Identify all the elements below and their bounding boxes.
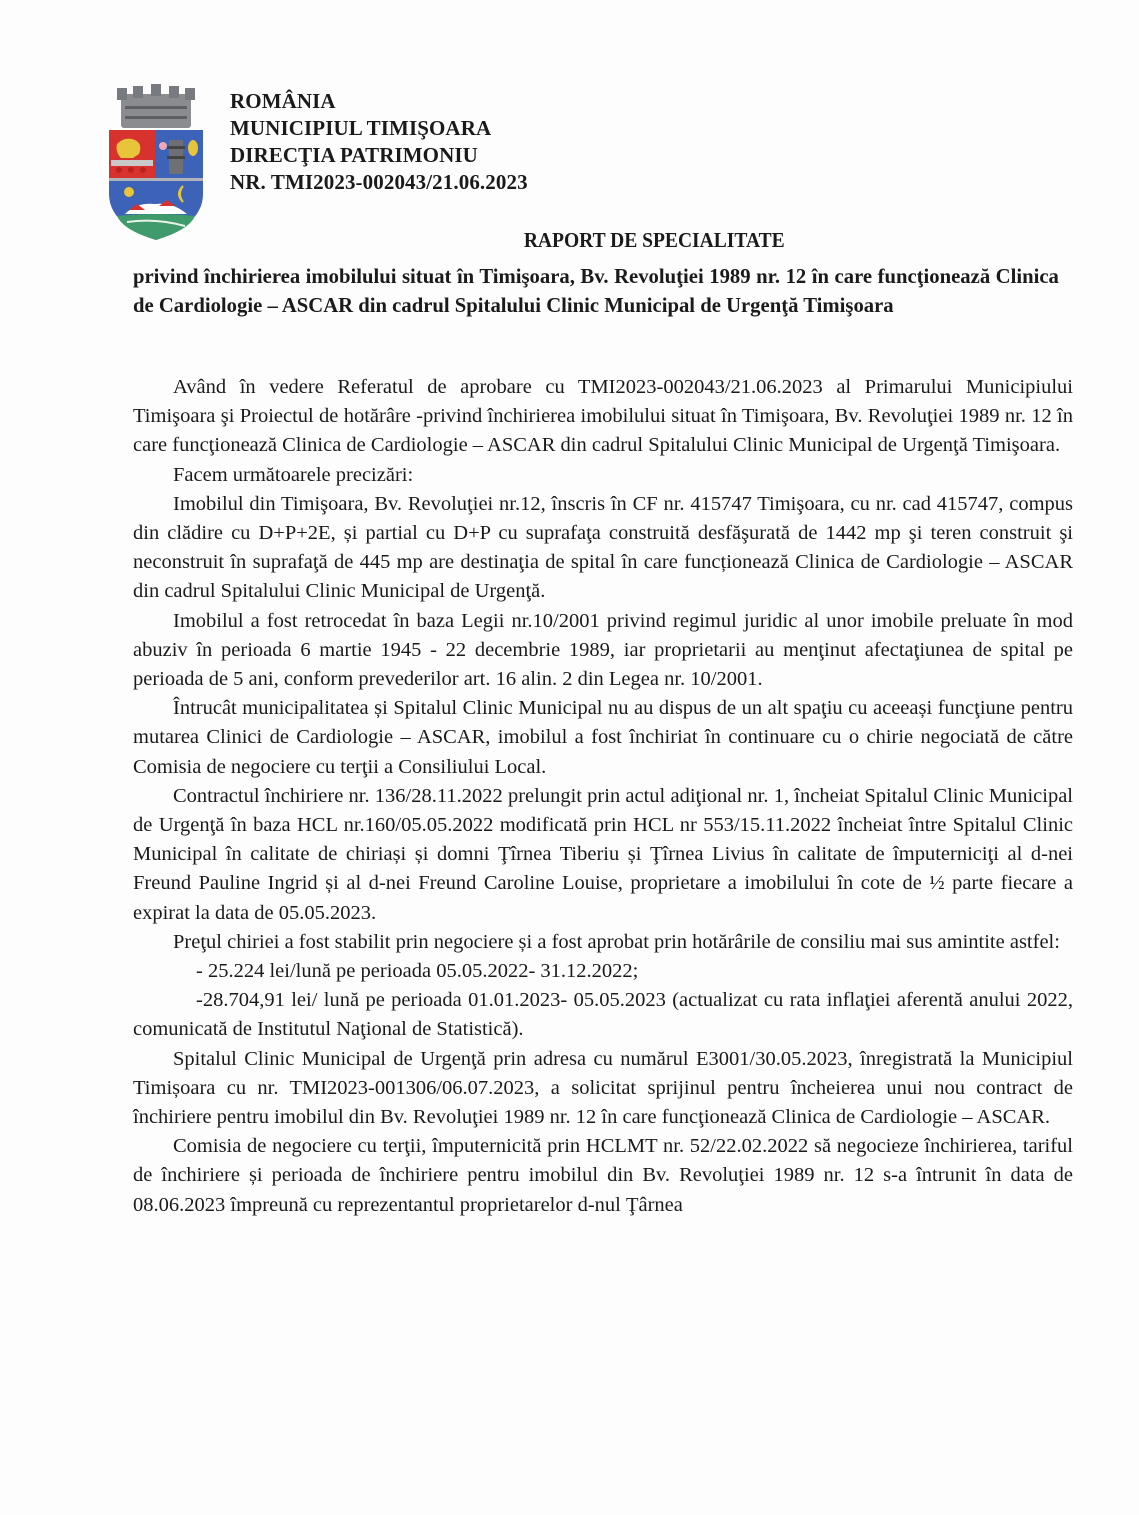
paragraph-pret-chirie: Preţul chiriei a fost stabilit prin negociere și a fost aprobat prin hotărârile de consiliu mai sus amintite astfel:: [173, 930, 1060, 953]
header-country: ROMÂNIA: [230, 89, 336, 113]
header-municipality: MUNICIPIUL TIMIŞOARA: [230, 116, 492, 140]
header-registration-number: NR. TMI2023-002043/21.06.2023: [230, 170, 528, 194]
document-title: RAPORT DE SPECIALITATE: [524, 228, 785, 252]
paragraph-retrocedare: Imobilul a fost retrocedat în baza Legii nr.10/2001 privind regimul juridic al unor imobile preluate în mod abuziv în perioada 6 martie 1945 - 22 decembrie 1989, iar proprietarii au menţinut afectaţiunea de spital pe perioada de 5 ani, conform prevederilor art. 16 alin. 2 din Legea nr. 10/2001.: [133, 609, 1073, 691]
paragraph-precizari: Facem următoarele precizări:: [173, 463, 414, 486]
paragraph-imobil-description: Imobilul din Timişoara, Bv. Revoluţiei nr.12, înscris în CF nr. 415747 Timişoara, cu nr. cad 415747, compus din clădire cu D+P+2E, și partial cu D+P cu suprafaţa construită desfăşurată de 1442 mp şi teren construit şi neconstruit în suprafaţă de 445 mp are destinaţia de spital în care funcționează Clinica de Cardiologie – ASCAR din cadrul Spitalului Clinic Municipal de Urgenţă.: [133, 492, 1073, 603]
document-header: [230, 88, 528, 196]
document-title-wrap: [0, 228, 1139, 253]
coat-of-arms-icon: [107, 84, 205, 242]
document-body: [133, 373, 1073, 1220]
paragraph-solicitare-spital: Spitalul Clinic Municipal de Urgenţă prin adresa cu numărul E3001/30.05.2023, înregistrată la Municipiul Timișoara cu nr. TMI2023-001306/06.07.2023, a solicitat sprijinul pentru încheierea unui nou contract de închiriere pentru imobilul din Bv. Revoluţiei 1989 nr. 12 în care funcţionează Clinica de Cardiologie – ASCAR.: [133, 1047, 1073, 1129]
header-department: DIRECŢIA PATRIMONIU: [230, 143, 478, 167]
rent-item-2023: -28.704,91 lei/ lună pe perioada 01.01.2023- 05.05.2023 (actualizat cu rata inflaţiei aferentă anului 2022, comunicată de Institutul Naţional de Statistică).: [133, 989, 1073, 1041]
document-subject: privind închirierea imobilului situat în Timişoara, Bv. Revoluţiei 1989 nr. 12 în care funcţionează Clinica de Cardiologie – ASCAR din cadrul Spitalului Clinic Municipal de Urgenţă Timişoara: [133, 264, 1059, 317]
paragraph-inchiriere-continuare: Întrucât municipalitatea și Spitalul Clinic Municipal nu au dispus de un alt spaţiu cu aceeași funcţiune pentru mutarea Clinici de Cardiologie – ASCAR, imobilul a fost închiriat în continuare cu o chirie negociată de către Comisia de negociere cu terţii a Consiliului Local.: [133, 697, 1073, 778]
paragraph-comisia-negociere: Comisia de negociere cu terţii, împuternicită prin HCLMT nr. 52/22.02.2022 să negocieze închirierea, tariful de închiriere și perioada de închiriere pentru imobilul din Bv. Revoluţiei 1989 nr. 12 s-a întrunit în data de 08.06.2023 împreună cu reprezentantul proprietarelor d-nul Ţârnea: [133, 1135, 1073, 1216]
paragraph-referat: Având în vedere Referatul de aprobare cu TMI2023-002043/21.06.2023 al Primarului Municipiului Timişoara şi Proiectul de hotărâre -privind închirierea imobilului situat în Timişoara, Bv. Revoluţiei 1989 nr. 12 în care funcţionează Clinica de Cardiologie – ASCAR din cadrul Spitalului Clinic Municipal de Urgenţă Timişoara.: [133, 376, 1073, 457]
paragraph-contract: Contractul închiriere nr. 136/28.11.2022 prelungit prin actul adiţional nr. 1, încheiat Spitalul Clinic Municipal de Urgenţă în baza HCL nr.160/05.05.2022 modificată prin HCL nr 553/15.11.2022 încheiat între Spitalul Clinic Municipal în calitate de chiriași și domni Ţîrnea Tiberiu și Ţîrnea Livius în calitate de împuterniciţi al d-nei Freund Pauline Ingrid și al d-nei Freund Caroline Louise, proprietare a imobilului în cote de ½ parte fiecare a expirat la data de 05.05.2023.: [133, 784, 1073, 924]
rent-item-2022: - 25.224 lei/lună pe perioada 05.05.2022- 31.12.2022;: [196, 960, 639, 983]
mural-crown: [117, 84, 195, 128]
